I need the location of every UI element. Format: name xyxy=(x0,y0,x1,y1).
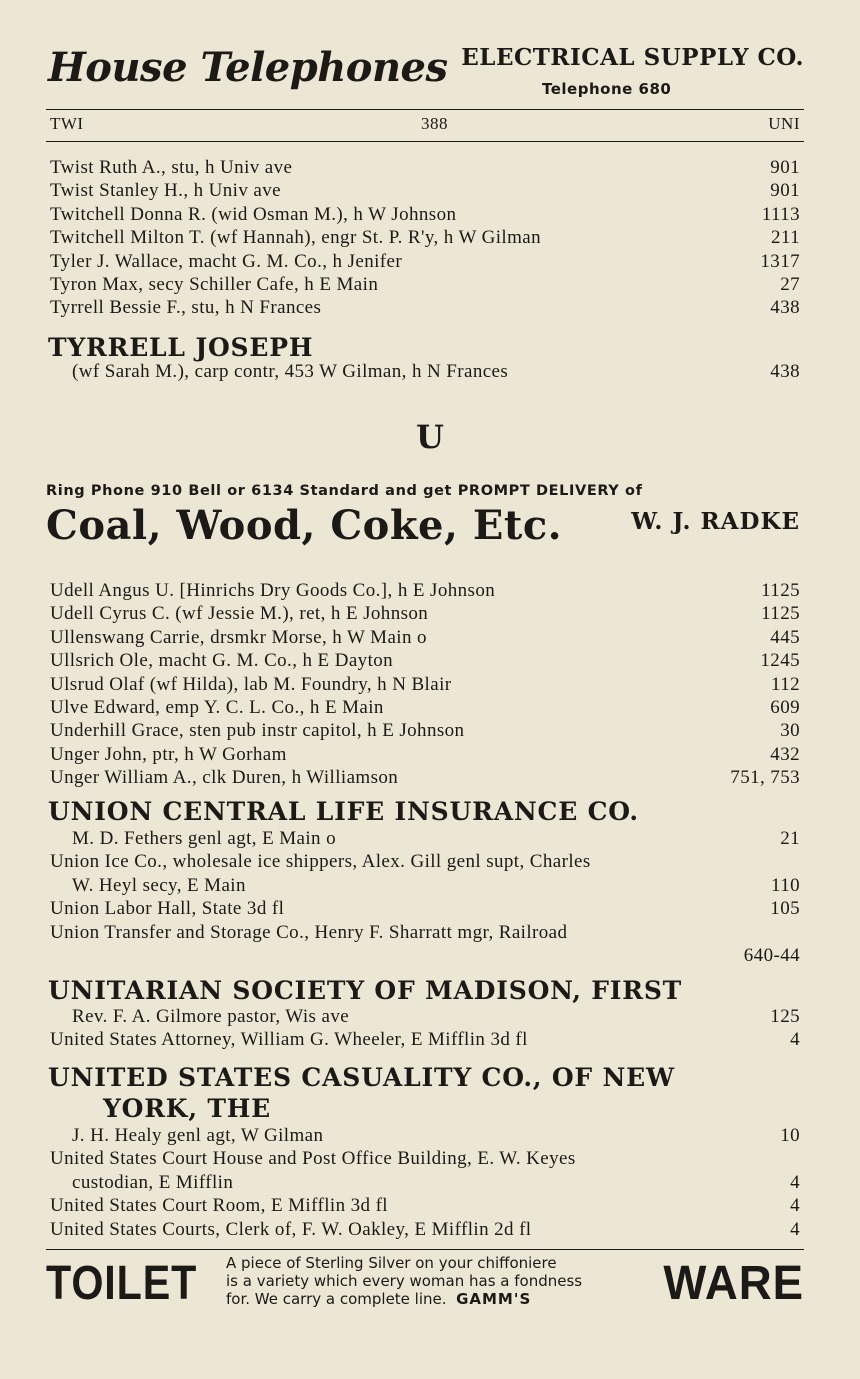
footer-right-word: WARE xyxy=(663,1257,804,1310)
header-advertisement xyxy=(46,40,804,106)
list-item: United States Court House and Post Office Building, E. W. Keyes xyxy=(50,1148,576,1170)
list-item: United States Courts, Clerk of, F. W. Oakley, E Mifflin 2d fl 4 xyxy=(50,1218,800,1240)
tyrrell-entry xyxy=(46,360,800,383)
header-rule xyxy=(46,109,804,110)
coal-ad-line: Ring Phone 910 Bell or 6134 Standard and get PROMPT DELIVERY of xyxy=(46,483,643,499)
list-item: Underhill Grace, sten pub instr capitol, h E Johnson 30 xyxy=(50,720,800,742)
list-item: Udell Angus U. [Hinrichs Dry Goods Co.], h E Johnson 1125 xyxy=(50,580,800,601)
unitarian-entries xyxy=(46,1005,800,1052)
footer-left-word: TOILET xyxy=(46,1257,198,1310)
list-item: Union Ice Co., wholesale ice shippers, Alex. Gill genl supt, Charles xyxy=(50,851,591,873)
coal-ad-dealer: W. J. RADKE xyxy=(631,508,800,535)
us-casuality-heading: UNITED STATES CASUALITY CO., OF NEW xyxy=(48,1063,675,1092)
entry-list-u xyxy=(46,579,800,790)
list-item: Ullsrich Ole, macht G. M. Co., h E Dayton 1245 xyxy=(50,650,800,672)
list-item: J. H. Healy genl agt, W Gilman 10 xyxy=(72,1125,800,1146)
union-entries xyxy=(46,827,800,967)
list-item: Twitchell Donna R. (wid Osman M.), h W Johnson 1113 xyxy=(50,203,800,225)
list-item: Unger John, ptr, h W Gorham 432 xyxy=(50,743,800,765)
running-head xyxy=(46,114,804,136)
running-head-left: TWI xyxy=(50,114,84,133)
page-number: 388 xyxy=(421,114,448,133)
section-letter: U xyxy=(416,418,444,456)
tyrrell-heading: TYRRELL JOSEPH xyxy=(48,333,314,362)
list-item: Ulsrud Olaf (wf Hilda), lab M. Foundry, h N Blair 112 xyxy=(50,673,800,695)
list-item: Ulve Edward, emp Y. C. L. Co., h E Main 609 xyxy=(50,696,800,718)
header-company: ELECTRICAL SUPPLY CO. xyxy=(461,44,804,71)
list-item: Twist Stanley H., h Univ ave 901 xyxy=(50,180,800,202)
list-item: custodian, E Mifflin 4 xyxy=(72,1171,800,1193)
list-item: Rev. F. A. Gilmore pastor, Wis ave 125 xyxy=(72,1006,800,1027)
union-central-heading: UNION CENTRAL LIFE INSURANCE CO. xyxy=(48,797,639,826)
list-item: Tyron Max, secy Schiller Cafe, h E Main 27 xyxy=(50,273,800,295)
coal-ad-headline: Coal, Wood, Coke, Etc. xyxy=(46,502,563,549)
list-item: Unger William A., clk Duren, h Williamson 751, 753 xyxy=(50,767,800,789)
list-item: M. D. Fethers genl agt, E Main o 21 xyxy=(72,828,800,849)
list-item: Twist Ruth A., stu, h Univ ave 901 xyxy=(50,157,800,178)
list-item: Tyrrell Bessie F., stu, h N Frances 438 xyxy=(50,297,800,319)
running-head-rule xyxy=(46,141,804,142)
list-item: United States Court Room, E Mifflin 3d fl 4 xyxy=(50,1195,800,1217)
unitarian-heading: UNITARIAN SOCIETY OF MADISON, FIRST xyxy=(48,976,683,1005)
list-item: Union Transfer and Storage Co., Henry F. Sharratt mgr, Railroad xyxy=(50,921,568,943)
list-item: Twitchell Milton T. (wf Hannah), engr St. P. R'y, h W Gilman 211 xyxy=(50,227,800,249)
header-title: House Telephones xyxy=(48,44,448,91)
list-item: W. Heyl secy, E Main 110 xyxy=(72,874,800,896)
list-item: (wf Sarah M.), carp contr, 453 W Gilman, h N Frances 438 xyxy=(72,361,800,382)
us-entries xyxy=(46,1124,800,1241)
list-item: Udell Cyrus C. (wf Jessie M.), ret, h E Johnson 1125 xyxy=(50,603,800,625)
running-head-right: UNI xyxy=(768,114,800,133)
footer-rule xyxy=(46,1249,804,1250)
list-item: Ullenswang Carrie, drsmkr Morse, h W Main o 445 xyxy=(50,626,800,648)
footer-copy: A piece of Sterling Silver on your chiffoniere is a variety which every woman has a fondness for. We carry a complete line. GAMM'S xyxy=(226,1254,583,1308)
entry-list-tw xyxy=(46,156,800,320)
list-item: United States Attorney, William G. Wheeler, E Mifflin 3d fl 4 xyxy=(50,1029,800,1051)
footer-advertisement xyxy=(46,1252,804,1312)
footer-brand: GAMM'S xyxy=(456,1290,532,1308)
list-item: 640-44 xyxy=(743,944,800,966)
header-phone: Telephone 680 xyxy=(542,80,672,98)
list-item: Tyler J. Wallace, macht G. M. Co., h Jenifer 1317 xyxy=(50,250,800,272)
us-casuality-heading-cont: YORK, THE xyxy=(103,1094,272,1123)
list-item: Union Labor Hall, State 3d fl 105 xyxy=(50,898,800,920)
